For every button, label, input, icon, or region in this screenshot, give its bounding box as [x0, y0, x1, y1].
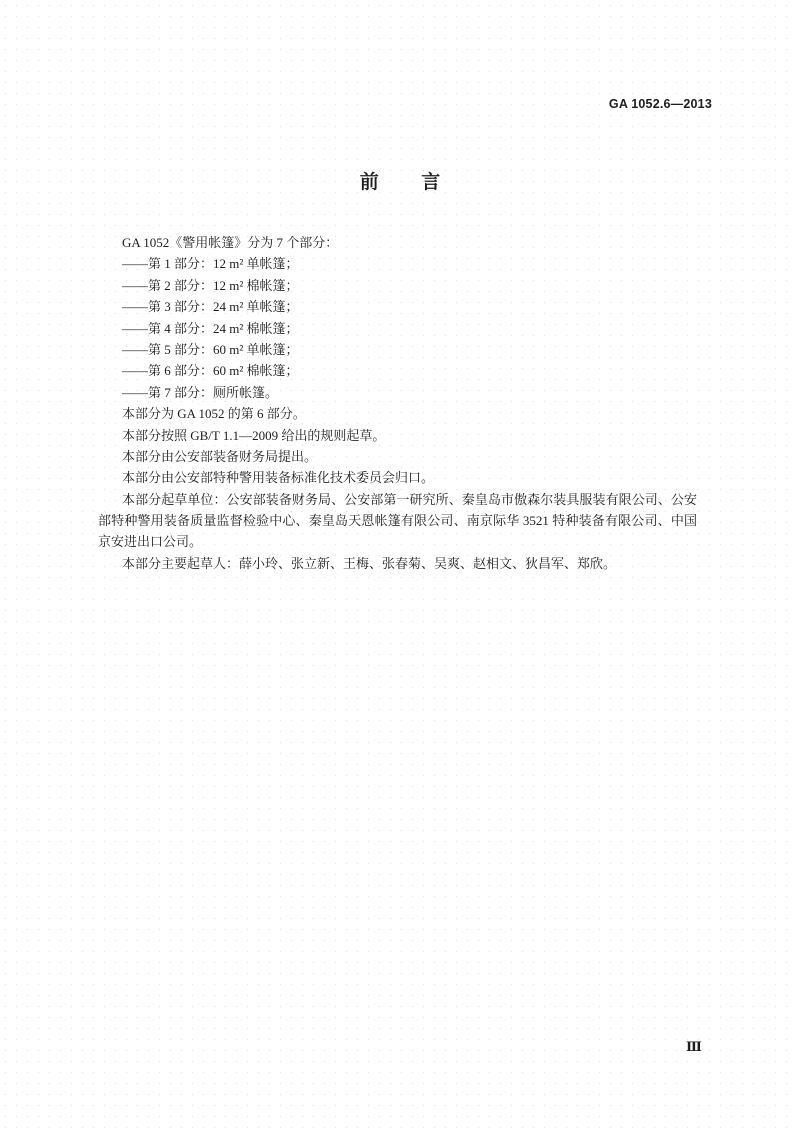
part-item-5: ——第 5 部分：60 m² 单帐篷；: [122, 341, 299, 357]
part-item-3: ——第 3 部分：24 m² 单帐篷；: [122, 299, 299, 315]
part-item-7: ——第 7 部分：厕所帐篷。: [122, 384, 279, 400]
paragraph-drafting-rules: 本部分按照 GB/T 1.1—2009 给出的规则起草。: [122, 427, 386, 443]
paragraph-committee: 本部分由公安部特种警用装备标准化技术委员会归口。: [122, 470, 435, 486]
page-title: 前 言: [359, 171, 441, 193]
foreword-body: [98, 232, 697, 574]
drafting-units-line-1: 本部分起草单位：公安部装备财务局、公安部第一研究所、秦皇岛市傲森尔装具服装有限公司、公安: [122, 491, 697, 507]
standard-code: GA 1052.6—2013: [608, 97, 712, 111]
part-item-6: ——第 6 部分：60 m² 棉帐篷；: [122, 363, 299, 379]
drafting-units-line-2: 部特种警用装备质量监督检验中心、秦皇岛天恩帐篷有限公司、南京际华 3521 特种装备有限公司、中国: [98, 513, 697, 529]
part-item-1: ——第 1 部分：12 m² 单帐篷；: [122, 256, 299, 272]
paragraph-drafters: 本部分主要起草人：薛小玲、张立新、王梅、张春菊、吴爽、赵相文、狄昌军、郑欣。: [122, 555, 617, 571]
paragraph-part-number: 本部分为 GA 1052 的第 6 部分。: [122, 406, 306, 422]
page-number: Ⅲ: [686, 1040, 702, 1055]
drafting-units-line-3: 京安进出口公司。: [98, 534, 203, 550]
part-item-2: ——第 2 部分：12 m² 棉帐篷；: [122, 277, 299, 293]
paragraph-proposer: 本部分由公安部装备财务局提出。: [122, 448, 318, 464]
part-item-4: ——第 4 部分：24 m² 棉帐篷；: [122, 320, 299, 336]
parts-intro: GA 1052《警用帐篷》分为 7 个部分：: [122, 235, 339, 250]
